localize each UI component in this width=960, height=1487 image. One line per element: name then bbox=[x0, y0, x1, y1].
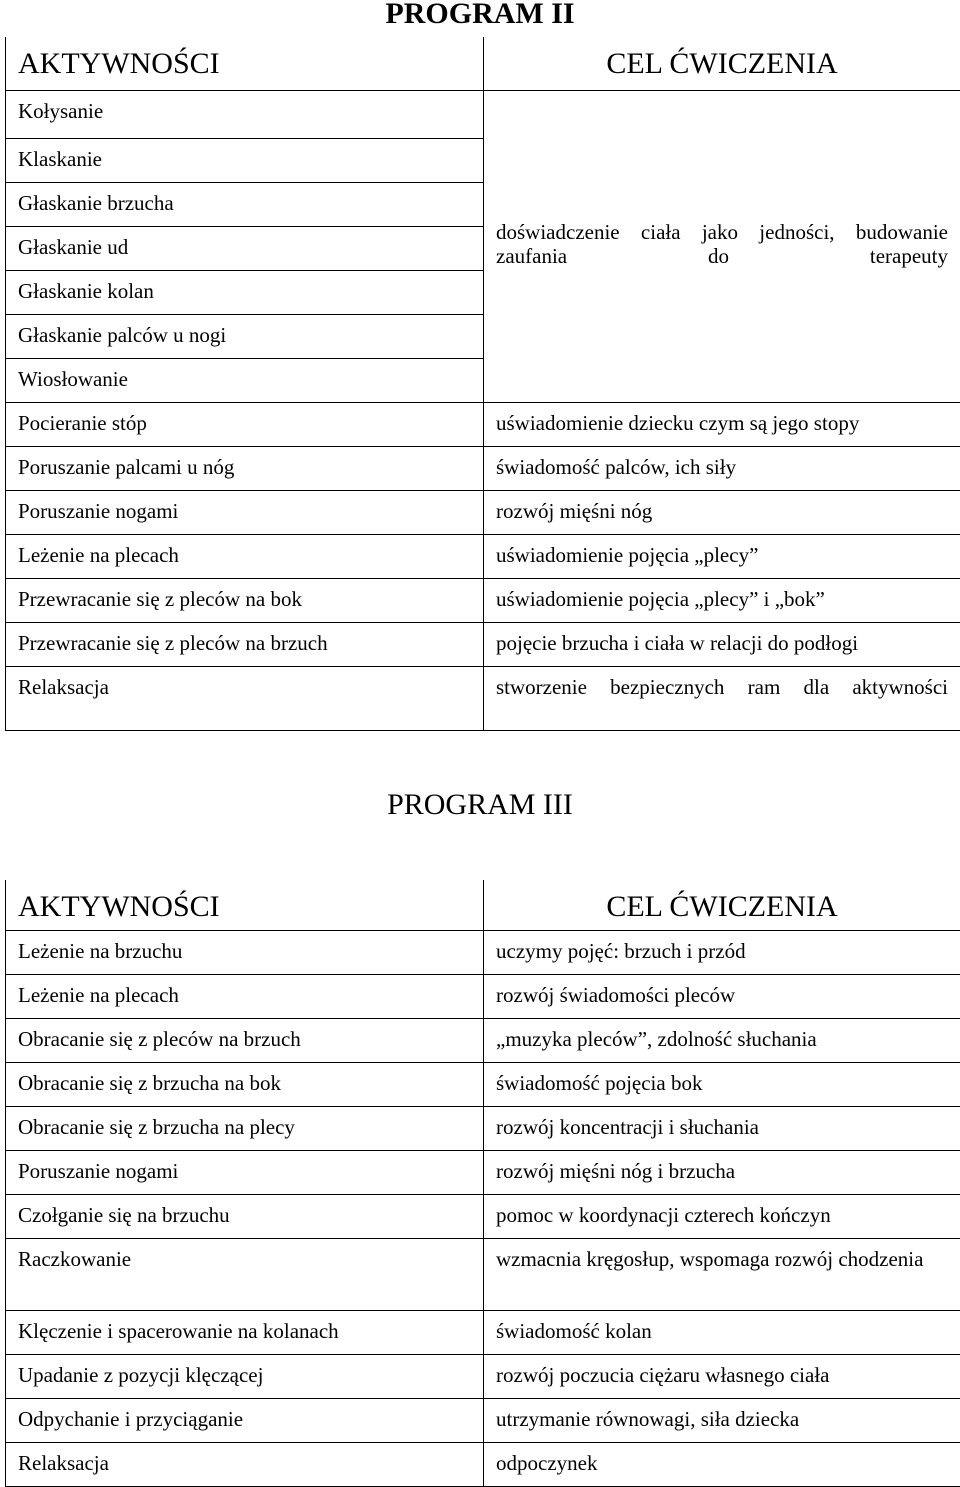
activity-cell: Głaskanie palców u nogi bbox=[6, 314, 484, 358]
activity-cell: Leżenie na plecach bbox=[6, 534, 484, 578]
table-row bbox=[6, 1150, 960, 1194]
activity-cell: Odpychanie i przyciąganie bbox=[6, 1398, 484, 1442]
table-row bbox=[6, 1062, 960, 1106]
activity-cell: Relaksacja bbox=[6, 666, 484, 730]
program-2-table bbox=[5, 37, 960, 731]
program-2-title: PROGRAM II bbox=[0, 0, 960, 31]
table-row bbox=[6, 578, 960, 622]
goal-header: CEL ĆWICZENIA bbox=[484, 37, 960, 90]
goal-cell: uświadomienie pojęcia „plecy” i „bok” bbox=[484, 578, 960, 622]
activity-cell: Leżenie na plecach bbox=[6, 974, 484, 1018]
table-row bbox=[6, 666, 960, 730]
activity-cell: Klaskanie bbox=[6, 138, 484, 182]
activity-cell: Obracanie się z pleców na brzuch bbox=[6, 1018, 484, 1062]
goal-text: doświadczenie ciała jako jedności, budowanie zaufania do terapeuty bbox=[496, 220, 948, 268]
table-row bbox=[6, 1310, 960, 1354]
table-row bbox=[6, 534, 960, 578]
table-row bbox=[6, 1398, 960, 1442]
goal-cell: uświadomienie dziecku czym są jego stopy bbox=[484, 402, 960, 446]
table-row bbox=[6, 1238, 960, 1310]
program-3-table bbox=[5, 880, 960, 1487]
goal-header: CEL ĆWICZENIA bbox=[484, 880, 960, 930]
activity-cell: Raczkowanie bbox=[6, 1238, 484, 1310]
activity-cell: Obracanie się z brzucha na plecy bbox=[6, 1106, 484, 1150]
goal-cell: świadomość kolan bbox=[484, 1310, 960, 1354]
goal-cell: świadomość palców, ich siły bbox=[484, 446, 960, 490]
table-row bbox=[6, 402, 960, 446]
goal-cell: „muzyka pleców”, zdolność słuchania bbox=[484, 1018, 960, 1062]
table-row bbox=[6, 1354, 960, 1398]
activity-cell: Poruszanie palcami u nóg bbox=[6, 446, 484, 490]
goal-cell: świadomość pojęcia bok bbox=[484, 1062, 960, 1106]
table-row bbox=[6, 622, 960, 666]
goal-cell: rozwój mięśni nóg i brzucha bbox=[484, 1150, 960, 1194]
goal-text: wzmacnia kręgosłup, wspomaga rozwój chodzenia bbox=[496, 1247, 948, 1271]
goal-cell: rozwój świadomości pleców bbox=[484, 974, 960, 1018]
activity-cell: Relaksacja bbox=[6, 1442, 484, 1486]
table-header-row bbox=[6, 880, 960, 930]
activity-cell: Przewracanie się z pleców na bok bbox=[6, 578, 484, 622]
goal-text: stworzenie bezpiecznych ram dla aktywności bbox=[496, 675, 948, 699]
table-row bbox=[6, 930, 960, 974]
activity-cell: Głaskanie brzucha bbox=[6, 182, 484, 226]
goal-cell: pojęcie brzucha i ciała w relacji do podłogi bbox=[484, 622, 960, 666]
activity-cell: Głaskanie kolan bbox=[6, 270, 484, 314]
table-row bbox=[6, 446, 960, 490]
activities-header: AKTYWNOŚCI bbox=[6, 37, 484, 90]
activity-cell: Czołganie się na brzuchu bbox=[6, 1194, 484, 1238]
goal-cell: rozwój poczucia ciężaru własnego ciała bbox=[484, 1354, 960, 1398]
table-row bbox=[6, 974, 960, 1018]
table-row bbox=[6, 1442, 960, 1486]
goal-cell bbox=[484, 1238, 960, 1310]
activity-cell: Przewracanie się z pleców na brzuch bbox=[6, 622, 484, 666]
activity-cell: Obracanie się z brzucha na bok bbox=[6, 1062, 484, 1106]
activity-cell: Kołysanie bbox=[6, 90, 484, 138]
goal-cell: uświadomienie pojęcia „plecy” bbox=[484, 534, 960, 578]
goal-cell: pomoc w koordynacji czterech kończyn bbox=[484, 1194, 960, 1238]
program-3-title: PROGRAM III bbox=[0, 788, 960, 822]
activities-header: AKTYWNOŚCI bbox=[6, 880, 484, 930]
goal-cell: odpoczynek bbox=[484, 1442, 960, 1486]
goal-cell-merged bbox=[484, 90, 960, 402]
activity-cell: Pocieranie stóp bbox=[6, 402, 484, 446]
activity-cell: Upadanie z pozycji klęczącej bbox=[6, 1354, 484, 1398]
goal-cell: uczymy pojęć: brzuch i przód bbox=[484, 930, 960, 974]
activity-cell: Głaskanie ud bbox=[6, 226, 484, 270]
table-row bbox=[6, 1106, 960, 1150]
activity-cell: Leżenie na brzuchu bbox=[6, 930, 484, 974]
table-row bbox=[6, 1194, 960, 1238]
goal-cell bbox=[484, 666, 960, 730]
table-row bbox=[6, 490, 960, 534]
table-header-row bbox=[6, 37, 960, 90]
table-row bbox=[6, 90, 960, 138]
activity-cell: Klęczenie i spacerowanie na kolanach bbox=[6, 1310, 484, 1354]
activity-cell: Poruszanie nogami bbox=[6, 1150, 484, 1194]
activity-cell: Wiosłowanie bbox=[6, 358, 484, 402]
table-row bbox=[6, 1018, 960, 1062]
goal-cell: rozwój mięśni nóg bbox=[484, 490, 960, 534]
activity-cell: Poruszanie nogami bbox=[6, 490, 484, 534]
goal-cell: utrzymanie równowagi, siła dziecka bbox=[484, 1398, 960, 1442]
goal-cell: rozwój koncentracji i słuchania bbox=[484, 1106, 960, 1150]
